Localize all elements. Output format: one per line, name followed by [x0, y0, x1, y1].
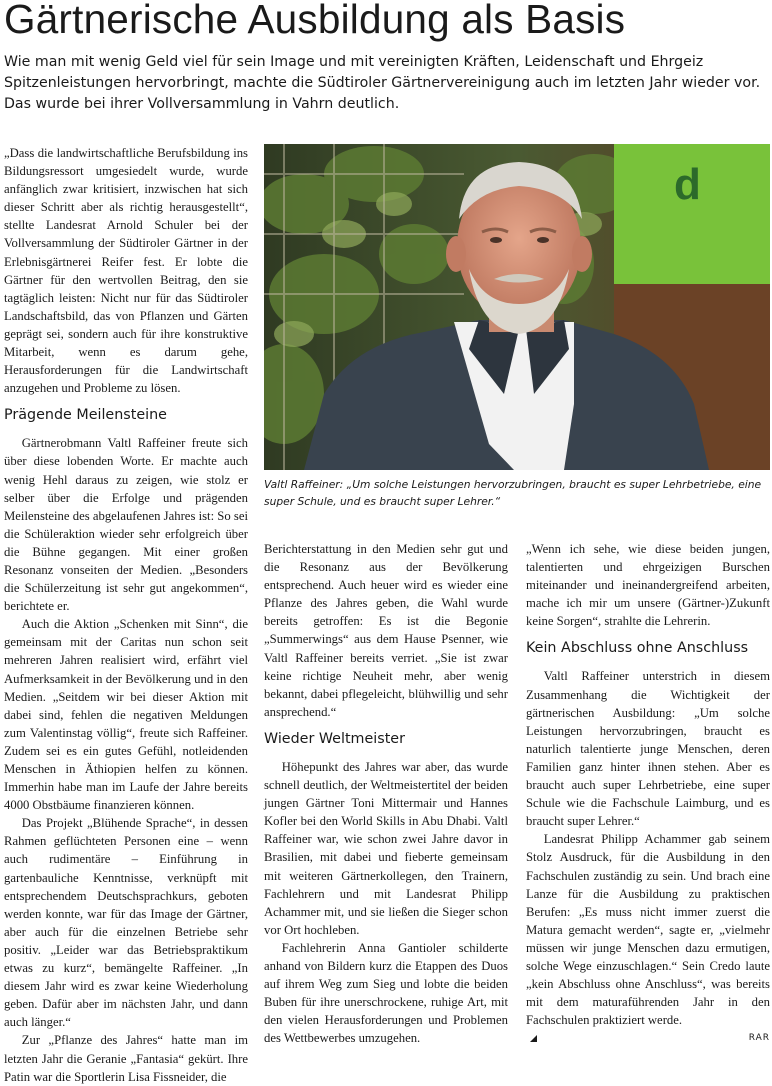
subheading: Wieder Weltmeister	[264, 730, 405, 747]
paragraph: Zur „Pflanze des Jahres“ hatte man im letzten Jahr die Geranie „Fantasia“ gekürt. Ihre Patin war die Sportlerin Lisa Fissneider, die	[4, 1033, 248, 1084]
headline: Gärtnerische Ausbildung als Basis	[4, 0, 626, 42]
subheading: Prägende Meilensteine	[4, 407, 167, 424]
portrait-illustration	[264, 144, 770, 470]
paragraph: Das Projekt „Blühende Sprache“, in dessen Rahmen geflüchteten Personen eine – wenn auch rudimentäre – Einführung in gartenbauliche Kenntnisse, verknüpft mit entsprechendem Deutschsprachkurs, geboten werden konnte, war für das Image der Gärtner, aber auch für die einzelnen Betriebe sehr positiv. „Leider war das Betriebspraktikum etwas zu kurz“, bemängelte Raffeiner. „In diesem Jahr wird es zwar keine Wiederholung geben. Dafür aber im nächsten Jahr, und dann auch länger.“	[4, 816, 248, 1030]
paragraph: Valtl Raffeiner unterstrich in diesem Zusammenhang die Wichtigkeit der gärtnerischen Ausbildung: „Um solche Leistungen hervorzubringen, braucht es naturlich talentierte junge Menschen, deren Familien ganz hinter ihnen stehen. Aber es braucht auch super Lehrbetriebe, eine super Schule wie die Fachschule Laimburg, und es braucht super Lehrer.“	[526, 669, 770, 829]
subheading: Kein Abschluss ohne Anschluss	[526, 640, 749, 657]
end-mark-icon	[530, 1035, 537, 1042]
photo-caption: Valtl Raffeiner: „Um solche Leistungen hervorzubringen, braucht es super Lehrbetriebe, eine super Schule, und es braucht super Lehrer.“	[264, 478, 762, 508]
photo-portrait	[264, 144, 770, 470]
article-column-3	[526, 540, 770, 1047]
paragraph: „Dass die landwirtschaftliche Berufsbildung ins Bildungsressort umgesiedelt wurde, wurde anfänglich zwar kritisiert, inzwischen hat sich dieser Schritt aber als richtig herausgestellt“, stellte Landesrat Arnold Schuler bei der Vollversammlung der Südtiroler Gärtner in der Erlebnisgärtnerei Reifer fest. Er lobte die Gärtner für den wertvollen Beitrag, den sie tagtäglich leisten: Nicht nur für das Südtiroler Landschaftsbild, das von Pflanzen und Gärten geprägt sei, sondern auch für ihre konstruktive Mitarbeit, wenn es darum gehe, Herausforderungen für die Landwirtschaft anzugehen und Probleme zu lösen.	[4, 146, 248, 396]
paragraph: Landesrat Philipp Achammer gab seinem Stolz Ausdruck, für die Ausbildung in den Fachschulen zuständig zu sein. Und brach eine Lanze für die Ausbildung zu praktischen Berufen: „Es muss nicht immer zuerst die Matura gemacht werden“, sagte er, „vielmehr müssen wir junge Menschen dazu ermutigen, solche Wege einzuschlagen.“ Sein Credo laute „kein Abschluss ohne Anschluss“, was bereits mit dem maturaführenden Jahr in den Fachschulen praktiziert werde.	[526, 832, 770, 1028]
paragraph: Auch die Aktion „Schenken mit Sinn“, die gemeinsam mit der Caritas nun schon seit mehreren Jahren realisiert wird, erfährt viel Aufmerksamkeit in der Bevölkerung und in den Medien. „Seitdem wir bei dieser Aktion mit dabei sind, fehlen die negativen Meldungen zum Valentinstag völlig“, freute sich Raffeiner. Zudem sei es ein gutes Gefühl, notleidenden Menschen in Äthiopien helfen zu können. Immerhin habe man im Laufe der Jahre bereits 4000 Obstbäume finanzieren können.	[4, 617, 248, 813]
paragraph: Fachlehrerin Anna Gantioler schilderte anhand von Bildern kurz die Etappen des Duos auf ihrem Weg zum Sieg und lobte die beiden Buben für ihre unerschrockene, ruhige Art, mit den vielen Herausforderungen und Problemen des Wettbewerbes umzugehen.	[264, 940, 508, 1046]
article-end	[526, 1029, 770, 1047]
svg-text:d: d	[674, 160, 701, 209]
author-signature: RAR	[748, 1033, 770, 1044]
paragraph: „Wenn ich sehe, wie diese beiden jungen, talentierten und ehrgeizigen Burschen miteinander und ineinandergreifend arbeiten, mache ich mir um unsere (Gärtner-)Zukunft keine Sorgen“, strahlte die Lehrerin.	[526, 542, 770, 629]
article-column-2	[264, 540, 508, 1047]
paragraph: Höhepunkt des Jahres war aber, das wurde schnell deutlich, der Weltmeistertitel der beiden jungen Gärtner Toni Mittermair und Hannes Kofler bei den World Skills in Abu Dhabi. Valtl Raffeiner war, wie schon zwei Jahre davor in Brasilien, mit dabei und fieberte gemeinsam mit weiteren Gärtnerkollegen, den Trainern, Fachlehrern und mit Landesrat Philipp Achammer mit, und sie ließen die Sieger schon vor Ort hochleben.	[264, 759, 508, 937]
lead-paragraph: Wie man mit wenig Geld viel für sein Image und mit vereinigten Kräften, Leidenschaft und Ehrgeiz Spitzenleistungen hervorbringt, machte die Südtiroler Gärtnervereinigung auch im letzten Jahr wieder vor. Das wurde bei ihrer Vollversammlung in Vahrn deutlich.	[4, 54, 761, 112]
paragraph: Berichterstattung in den Medien sehr gut und die Resonanz aus der Bevölkerung entsprechend. Auch heuer wird es wieder eine Pflanze des Jahres geben, die Wahl wurde bereits getroffen: Es ist die Begonie „Summerwings“ aus dem Hause Psenner, wie Valtl Raffeiner bereits verriet. „Sie ist zwar keine richtige Neuheit mehr, aber wenig bekannt, dabei pflegeleicht, blühwillig und sehr ansprechend.“	[264, 542, 508, 719]
article-column-1	[4, 144, 248, 1086]
paragraph: Gärtnerobmann Valtl Raffeiner freute sich über diese lobenden Worte. Er machte auch wenig Hehl daraus zu zeigen, wie stolz er selber über die Erfolge und prägenden Meilensteine des abgelaufenen Jahres ist: So sei die Schüleraktion wieder sehr erfolgreich über die Bühne gegangen. Mit einer großen Resonanz vonseiten der Medien. „Besonders die Schülerzeitung ist sehr gut angekommen“, berichtete er.	[4, 436, 248, 614]
